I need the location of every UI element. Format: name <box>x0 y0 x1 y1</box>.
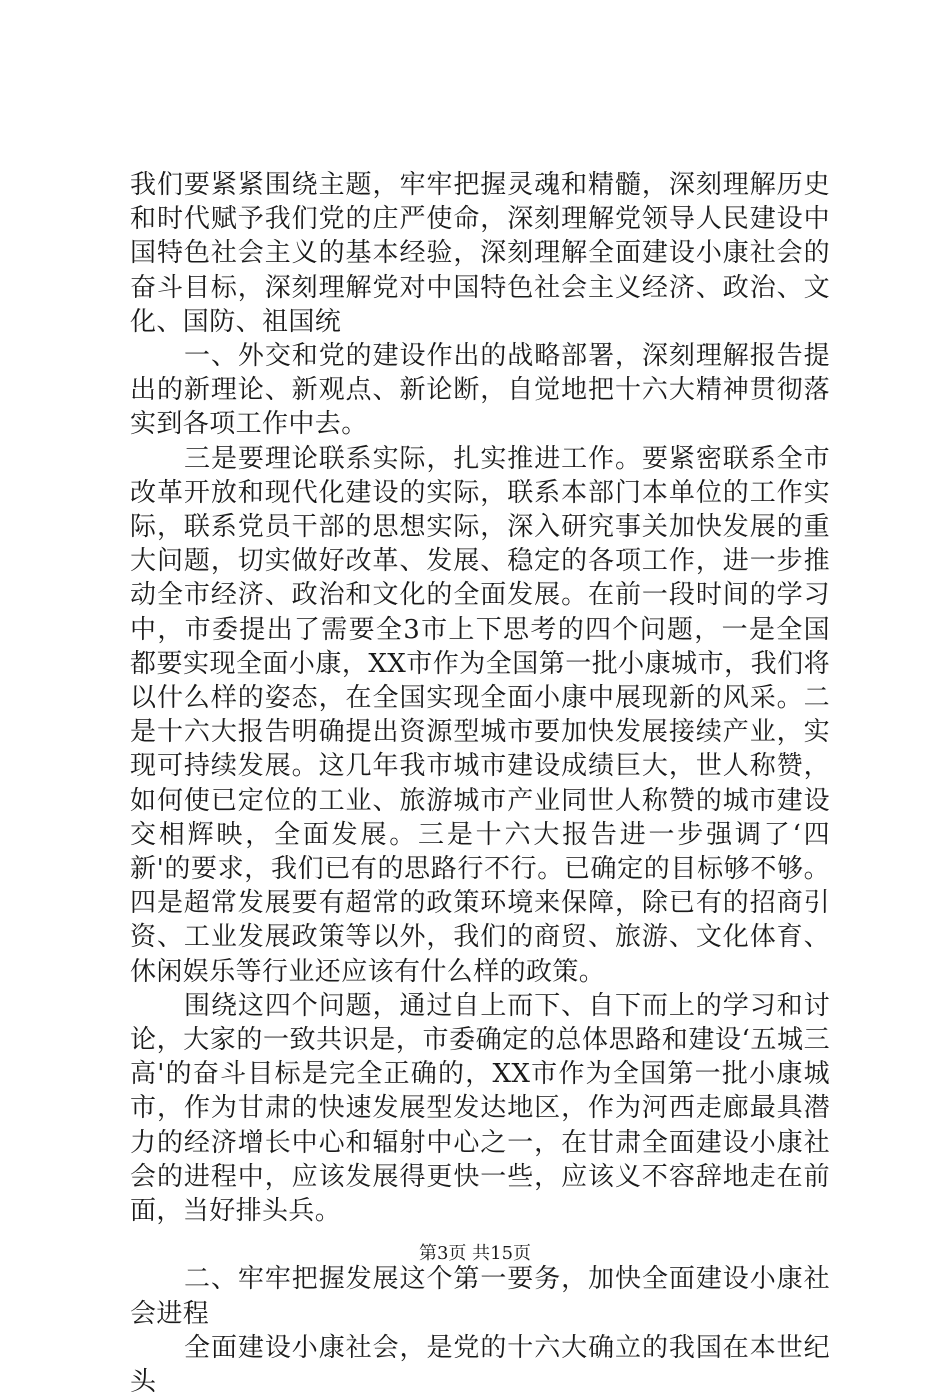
section-heading-2: 二、牢牢把握发展这个第一要务，加快全面建设小康社会进程 <box>130 1264 830 1329</box>
paragraph-3: 三是要理论联系实际，扎实推进工作。要紧密联系全市改革开放和现代化建设的实际，联系本部门本单位的工作实际，联系党员干部的思想实际，深入研究事关加快发展的重大问题，切实做好改革、发展、稳定的各项工作，进一步推动全市经济、政治和文化的全面发展。在前一段时间的学习中，市委提出了需要全3市上下思考的四个问题，一是全国都要实现全面小康，XX市作为全国第一批小康城市，我们将以什么样的姿态，在全国实现全面小康中展现新的风采。二是十六大报告明确提出资源型城市要加快发展接续产业，实现可持续发展。这几年我市城市建设成绩巨大，世人称赞，如何使已定位的工业、旅游城市产业同世人称赞的城市建设交相辉映，全面发展。三是十六大报告进一步强调了‘四新'的要求，我们已有的思路行不行。已确定的目标够不够。四是超常发展要有超常的政策环境来保障，除已有的招商引资、工业发展政策等以外，我们的商贸、旅游、文化体育、休闲娱乐等行业还应该有什么样的政策。 <box>130 443 830 987</box>
paragraph-4: 围绕这四个问题，通过自上而下、自下而上的学习和讨论，大家的一致共识是，市委确定的总体思路和建设‘五城三高'的奋斗目标是完全正确的，XX市作为全国第一批小康城市，作为甘肃的快速发展型发达地区，作为河西走廊最具潜力的经济增长中心和辐射中心之一，在甘肃全面建设小康社会的进程中，应该发展得更快一些，应该义不容辞地走在前面，当好排头兵。 <box>130 990 830 1227</box>
page-footer <box>0 1243 950 1265</box>
page-number: 第3页 共15页 <box>418 1243 532 1264</box>
paragraph-2: 一、外交和党的建设作出的战略部署，深刻理解报告提出的新理论、新观点、新论断，自觉地把十六大精神贯彻落实到各项工作中去。 <box>130 341 830 440</box>
paragraph-1: 我们要紧紧围绕主题，牢牢把握灵魂和精髓，深刻理解历史和时代赋予我们党的庄严使命，深刻理解党领导人民建设中国特色社会主义的基本经验，深刻理解全面建设小康社会的奋斗目标，深刻理解党对中国特色社会主义经济、政治、文化、国防、祖国统 <box>130 170 830 337</box>
document-body <box>130 168 830 1399</box>
paragraph-6: 全面建设小康社会，是党的十六大确立的我国在本世纪头 <box>130 1332 830 1397</box>
